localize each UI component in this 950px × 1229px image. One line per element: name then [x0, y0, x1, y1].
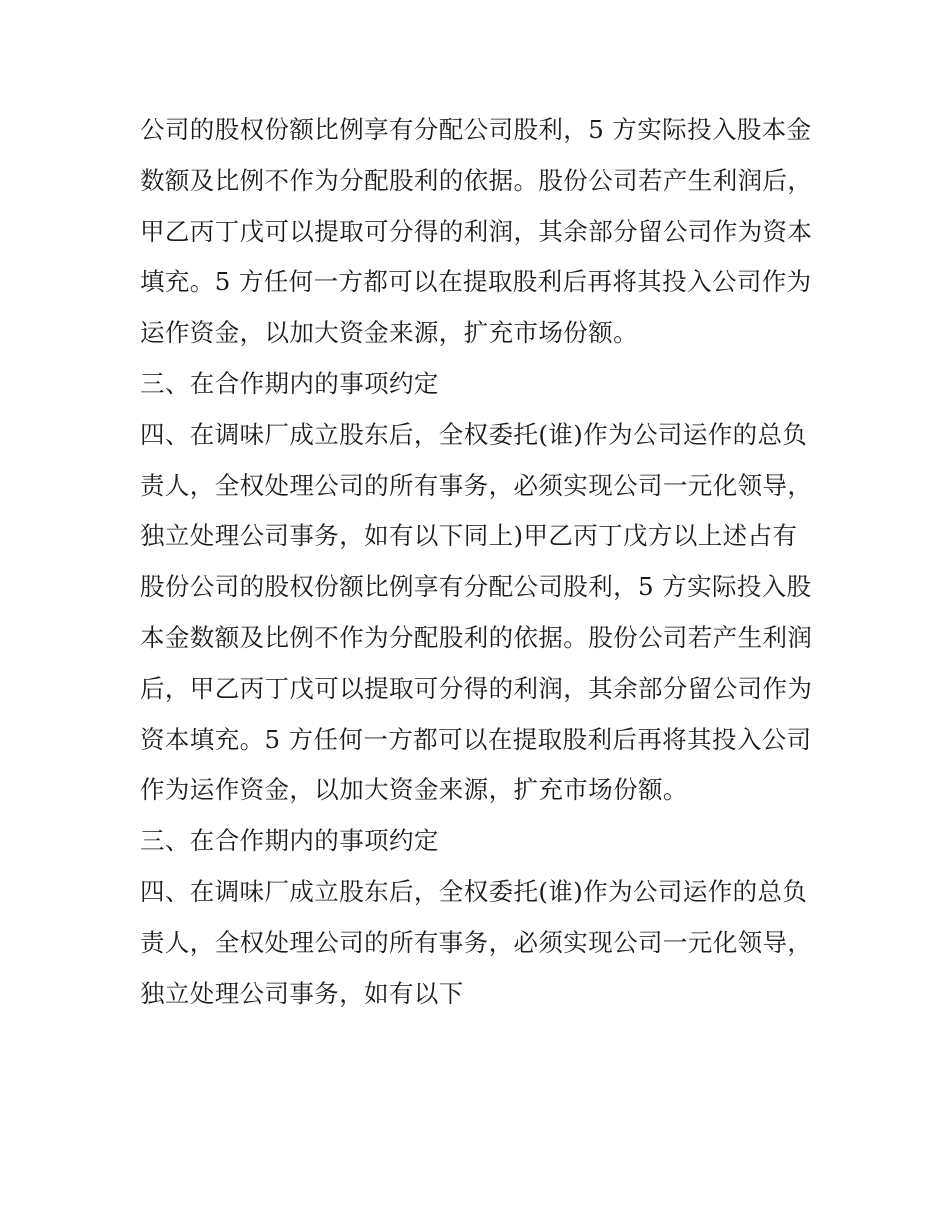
section-heading: 三、在合作期内的事项约定	[140, 826, 439, 856]
text-line: 独立处理公司事务，如有以下同上)甲乙丙丁戊方以上述占有	[140, 521, 798, 551]
text-line: 四、在调味厂成立股东后，全权委托(谁)作为公司运作的总负	[140, 876, 808, 906]
text-line: 独立处理公司事务，如有以下	[140, 978, 464, 1008]
text-line: 数额及比例不作为分配股利的依据。股份公司若产生利润后，	[140, 165, 813, 195]
text-line: 公司的股权份额比例享有分配公司股利，5 方实际投入股本金	[140, 115, 812, 144]
text-line: 运作资金，以加大资金来源，扩充市场份额。	[140, 318, 638, 348]
text-line: 责人，全权处理公司的所有事务，必须实现公司一元化领导，	[140, 927, 813, 957]
text-line: 后，甲乙丙丁戊可以提取可分得的利润，其余部分留公司作为	[140, 673, 813, 703]
section-heading: 三、在合作期内的事项约定	[140, 368, 439, 398]
text-line: 甲乙丙丁戊可以提取可分得的利润，其余部分留公司作为资本	[140, 216, 813, 246]
text-line: 股份公司的股权份额比例享有分配公司股利，5 方实际投入股	[140, 572, 812, 602]
text-line: 资本填充。5 方任何一方都可以在提取股利后再将其投入公司	[140, 724, 812, 754]
text-line: 责人，全权处理公司的所有事务，必须实现公司一元化领导，	[140, 470, 813, 500]
text-line: 填充。5 方任何一方都可以在提取股利后再将其投入公司作为	[140, 267, 812, 297]
document-body	[140, 105, 820, 1019]
text-line: 作为运作资金，以加大资金来源，扩充市场份额。	[140, 775, 688, 805]
text-line: 四、在调味厂成立股东后，全权委托(谁)作为公司运作的总负	[140, 419, 808, 449]
text-line: 本金数额及比例不作为分配股利的依据。股份公司若产生利润	[140, 622, 813, 652]
